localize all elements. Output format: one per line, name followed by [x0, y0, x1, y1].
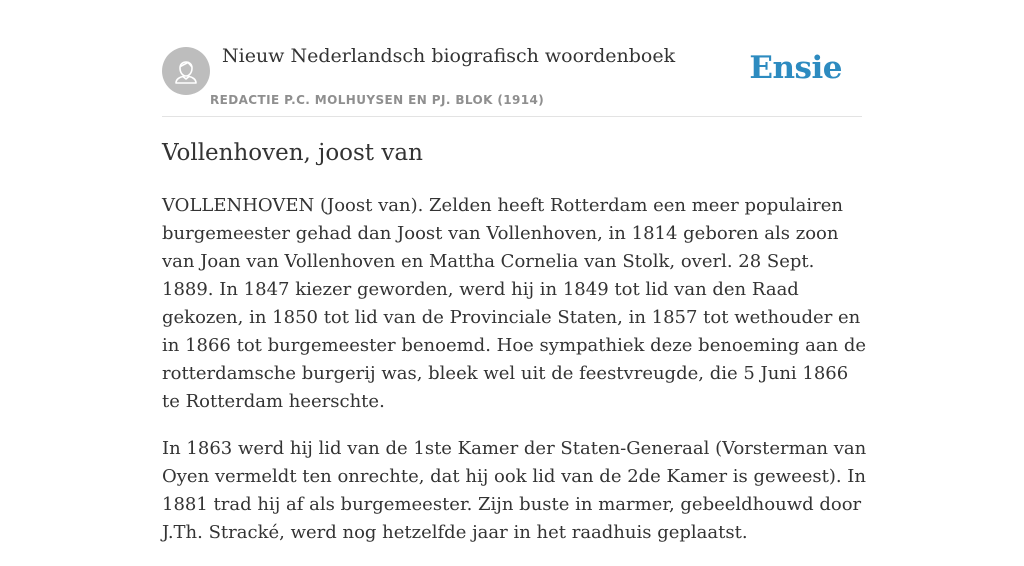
- header: [162, 0, 862, 117]
- article-body: [162, 192, 868, 566]
- entry-title: Vollenhoven, joost van: [162, 140, 423, 166]
- editors-subtitle: REDACTIE P.C. MOLHUYSEN EN PJ. BLOK (1914): [210, 93, 545, 107]
- person-placeholder-icon[interactable]: [162, 47, 210, 95]
- article-paragraph: VOLLENHOVEN (Joost van). Zelden heeft Rotterdam een meer populairen burgemeester gehad dan Joost van Vollenhoven, in 1814 geboren als zoon van Joan van Vollenhoven en Mattha Cornelia van Stolk, overl. 28 Sept. 1889. In 1847 kiezer geworden, werd hij in 1849 tot lid van den Raad gekozen, in 1850 tot lid van de Provinciale Staten, in 1857 tot wethouder en in 1866 tot burgemeester benoemd. Hoe sympathiek deze benoeming aan de rotterdamsche burgerij was, bleek wel uit de feestvreugde, die 5 Juni 1866 te Rotterdam heerschte.: [162, 195, 867, 412]
- book-title[interactable]: Nieuw Nederlandsch biografisch woordenboek: [222, 45, 676, 67]
- article-paragraph: In 1863 werd hij lid van de 1ste Kamer der Staten-Generaal (Vorsterman van Oyen vermeldt ten onrechte, dat hij ook lid van de 2de Kamer is geweest). In 1881 trad hij af als burgemeester. Zijn buste in marmer, gebeeldhouwd door J.Th. Stracké, werd nog hetzelfde jaar in het raadhuis geplaatst.: [162, 438, 867, 543]
- ensie-logo[interactable]: Ensie: [749, 50, 842, 86]
